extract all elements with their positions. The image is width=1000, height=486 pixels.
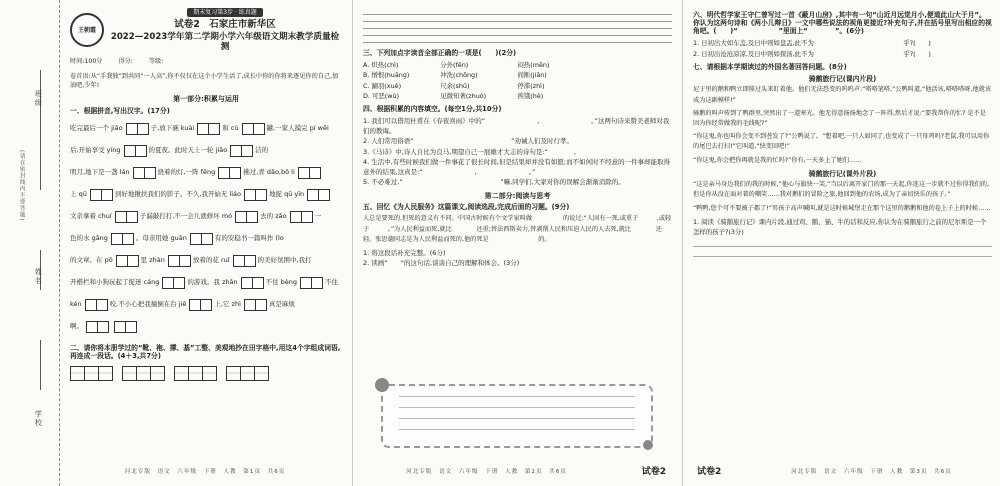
excerpt-1-text-4: “你这鬼,你会把你再就是我的忙吗?”你有,一天多上了她们……: [693, 156, 862, 164]
q7-item-1: 1. 阅读《骑鹅旅行记》课内片段,通过鸡、鹅、猫、牛的话和反应,你认为在骑鹅旅行之前的尼尔斯是一个怎样的孩子?(3分): [693, 217, 987, 237]
option-item: 间断(jiān): [517, 71, 547, 80]
reading-question: 2. 读画“ ”的这句话,谈谈自己的理解和体会。(3分): [363, 259, 520, 268]
leaf-decoration-icon: [643, 440, 653, 450]
answer-boxes[interactable]: [162, 277, 184, 289]
fill-line: [40, 340, 41, 390]
answer-boxes[interactable]: [241, 277, 263, 289]
score-meta: [70, 58, 342, 65]
answer-boxes[interactable]: [116, 255, 138, 267]
page-footer: 河北专版 语文 六年级 下册 人教 第3页 共6页: [791, 469, 952, 476]
pinyin-text: 真是麻烦: [268, 299, 295, 308]
name-label: 姓名: [34, 268, 43, 286]
page-1: [60, 0, 350, 486]
question-4: 四、根据积累的内容填空。(每空1分,共10分): [363, 105, 502, 114]
pinyin-text: 放着的花 ruǐ: [192, 255, 230, 264]
answer-boxes[interactable]: [290, 211, 312, 223]
pinyin-row: [70, 118, 342, 140]
fill-blank-item: 1. 我们可以借用杜甫在《春夜喜雨》中的“ , 。”这两句诗来赞美老师对我们的教诲。: [363, 117, 670, 136]
answer-line: [363, 21, 672, 22]
pinyin-text: 有的安稳书一篇叫作 (lo: [214, 233, 284, 242]
pinyin-text: 明月,地下是一盏 lán: [70, 167, 130, 176]
part-2-heading: 第二部分:阅读与思考: [484, 191, 551, 200]
excerpt-1-text-3: “你这鬼,你也叫你会变不到苍发了?”公鸭说了。“想着吧,一只人如同了,也变成了一只母鸡吗?老鼠,我可以用你的尾巴去打扫!”它叫道,“快变回吧!”: [693, 133, 990, 151]
option-spacer: [595, 60, 672, 70]
answer-boxes[interactable]: [133, 167, 155, 179]
pinyin-text: 的夏夜。此时天上一轮 jiǎo: [148, 145, 228, 154]
pinyin-text: 到好地揪扶我们的影子。不久,我开始无 liáo: [114, 189, 242, 198]
tianzige-group[interactable]: [70, 366, 112, 381]
fill-blank-item: 4. 生活中,有些时候我们做一件事花了很长时间,但是结果却并没有如愿;而不如何时不经意的一件事却能取得意外的结果,这真是:“ , 。”: [363, 157, 671, 176]
option-spacer: [595, 81, 672, 91]
reading-question: 1. 将这段话补充完整。(6分): [363, 249, 446, 257]
pinyin-row: [70, 140, 342, 162]
answer-boxes[interactable]: [242, 123, 264, 135]
pinyin-text: 一: [314, 211, 322, 220]
part-1-heading: 第一部分:积累与运用: [173, 95, 239, 104]
answer-boxes[interactable]: [244, 189, 266, 201]
pinyin-text: 和 cù: [222, 123, 239, 132]
pinyin-text: 。母亲用她 guān: [135, 233, 187, 242]
pinyin-rows: [70, 118, 342, 338]
question-7: 七、请根据本学期读过的外国名著回答问题。(8分): [693, 62, 847, 71]
question-3: 三、下列加点字读音全部正确的一项是( )(2分): [363, 49, 517, 57]
pinyin-text: 罐,一家人摸完 pí wēi: [266, 123, 329, 132]
review-tag: 期末复习第3步 · 练真题: [187, 8, 263, 17]
page-footer: 河北专版 语文 六年级 下册 人教 第2页 共6页: [406, 469, 567, 476]
fill-blank-items: [363, 116, 672, 186]
option-item: A. 炽热(chì): [363, 61, 399, 70]
answer-boxes[interactable]: [86, 321, 108, 333]
tianzige-group[interactable]: [122, 366, 164, 381]
school-label: 学校: [34, 410, 43, 428]
pinyin-text: 的游戏。我 zhǎn: [187, 277, 238, 286]
answer-boxes[interactable]: [115, 211, 137, 223]
pinyin-text: 后,开始享受 yíng: [70, 145, 121, 154]
paper-label: 试卷2: [697, 467, 722, 478]
paper-title: 试卷2 石家庄市新华区: [174, 19, 276, 31]
fill-line: [40, 70, 41, 190]
paper-subtitle: 2022—2023学年第二学期小学六年级语文期末教学质量检测: [110, 31, 340, 52]
option-spacer: [595, 70, 672, 80]
question-1: 一、根据拼音,写出汉字。(17分): [70, 106, 170, 115]
pinyin-text: 不住: [325, 277, 339, 286]
excerpt-2-title: 骑鹅旅行记(课外片段): [808, 169, 877, 178]
pinyin-text: 开楷栏和小狗玩起了捉迷 cáng: [70, 277, 160, 286]
answer-boxes[interactable]: [218, 167, 240, 179]
option-item: 分外(fēn): [440, 61, 469, 70]
answer-boxes[interactable]: [168, 255, 190, 267]
reading-questions: [363, 248, 672, 268]
question-6: 六、明代哲学家王守仁曾写过一首《蔽月山房》,其中有一句“山近月远觉月小,便道此山大于月”。你认为这两句诗和《两小儿辩日》一文中哪些说法的视角更接近?补充句子,并在括号里写出相应的视角吧。( )“ ”里面上“ ”。(6分): [693, 11, 992, 36]
pinyin-text: 子,放下碗 kuài: [150, 123, 195, 132]
pinyin-text: 去的 zǎo: [260, 211, 287, 220]
tianzige-group[interactable]: [226, 366, 268, 381]
pinyin-text: 上 qū: [70, 189, 87, 198]
excerpt-2-text-2: “鸭鸭,您个可不要被子都了!”男孩子高声喊叫,就是这时候城堡走在那个这里的鹅鹅和他的卷上子上的时候……: [693, 204, 991, 212]
pinyin-text: 的美好氛围中,我打: [257, 255, 312, 264]
binding-margin: [0, 0, 60, 486]
pinyin-text: 咬,不小心把我撞倒在台 jiē: [109, 299, 187, 308]
choice-options: [363, 60, 672, 101]
binding-hint: (请在密封线内不要答题): [18, 150, 25, 222]
answer-line: [363, 42, 672, 43]
pinyin-text: 子漏敲打打,不一会儿就修坏 mó: [139, 211, 233, 220]
pinyin-row: [70, 162, 342, 184]
paper-label: 试卷2: [641, 467, 666, 478]
answer-frame[interactable]: [381, 384, 653, 448]
answer-boxes[interactable]: [233, 255, 255, 267]
fill-blank-item: 3.《马诗》中,诗人自比为良马,期望自己一展雄才大志的诗句是:“ ,: [363, 147, 576, 156]
logo-text: 王朝霞: [77, 26, 96, 34]
pinyin-text: 拂过,青 dǎo,bō li: [243, 167, 295, 176]
excerpt-1-title: 骑鹅旅行记(课内片段): [808, 75, 877, 84]
pinyin-row: [70, 228, 342, 250]
answer-line: [363, 28, 672, 29]
pinyin-row: [70, 272, 342, 294]
option-item: B. 憎恨(huāng): [363, 71, 410, 80]
option-item: 冲洗(chōng): [440, 71, 478, 80]
pinyin-text: 吃完最后一个 jiǎo: [70, 123, 123, 132]
tianzige-group[interactable]: [174, 366, 216, 381]
pinyin-text: 上,它 zhì: [214, 299, 241, 308]
option-item: 尺余(shǔ): [440, 81, 470, 90]
answer-boxes[interactable]: [111, 233, 133, 245]
answer-boxes[interactable]: [298, 167, 320, 179]
answer-boxes[interactable]: [300, 277, 322, 289]
publisher-logo: [70, 13, 104, 47]
answer-line: [363, 35, 672, 36]
tianzige-grid: [70, 366, 342, 381]
answer-line: [693, 246, 992, 247]
pinyin-text: 色的水 gāng: [70, 233, 108, 242]
q6-item-2: 2. 日初出沧沧凉凉,及日中则如探汤,此不为 乎?( ): [693, 49, 931, 58]
pinyin-row: [70, 184, 342, 206]
answer-boxes[interactable]: [85, 299, 107, 311]
answer-boxes[interactable]: [197, 123, 219, 135]
class-label: 班级: [34, 90, 43, 108]
option-item: 挨饿(hè): [517, 91, 544, 100]
option-item: D. 可恶(wù): [363, 91, 400, 100]
option-item: 停滞(zhì): [517, 81, 545, 90]
answer-boxes[interactable]: [307, 189, 329, 201]
answer-boxes[interactable]: [189, 299, 211, 311]
page-3: [682, 0, 1000, 486]
score-label: 得分:: [118, 58, 133, 66]
pinyin-text: 地捉 qū yīn: [269, 189, 305, 198]
pinyin-text: 里 zhàn: [140, 255, 165, 264]
pinyin-text: 烧着的灯,一阵 fēng: [157, 167, 216, 176]
answer-boxes[interactable]: [244, 299, 266, 311]
excerpt-1-text: 尼于里的鹅和鸭立即排过头来盯着他。他们无法恐变的呜呜声:“嗒嗒笔嗒,”公鸭叫道,“他活该,嗒嗒嗒呀,他就该成为这副模样!”: [693, 86, 992, 104]
pinyin-text: 的文章。在 pō: [70, 255, 113, 264]
q6-item-1: 1. 日初出大如车盖,及日中则如盘盂,此不为 乎?( ): [693, 39, 931, 48]
pinyin-row: [70, 206, 342, 228]
pinyin-text: kén: [70, 299, 82, 308]
preface: 卷首语:从“手我独”到共同“一人高”,你不仅仅在这个小学生活了,成长中你的你将来逐见你的自己,加油吧,少年!: [70, 72, 339, 89]
answer-boxes[interactable]: [235, 211, 257, 223]
question-2: 二、请你将本册学过的“靴、袍、撑、基”工整、美观地抄在田字格中,用这4个字组成词语,再连成一段话。(4＋3,共7分): [70, 343, 341, 360]
answer-boxes[interactable]: [126, 123, 148, 135]
option-item: C. 涮羽(xuē): [363, 81, 402, 90]
option-item: 见微知著(zhuó): [440, 91, 487, 100]
time-label: 时间:100分: [70, 58, 103, 66]
answer-boxes[interactable]: [230, 145, 252, 157]
answer-line: [693, 256, 992, 257]
page-footer: 河北专版 语文 六年级 下册 人教 第1页 共6页: [124, 469, 286, 476]
pinyin-row: [70, 294, 342, 316]
header-banner: [70, 8, 342, 52]
pinyin-text: 文亲拿着 chuí: [70, 211, 112, 220]
excerpt-1-text-2: 骑鹅的叫声传到了鸭群里,突然出了一道寒光。他无得意扬扬地念了一阵得,然后才说:“要我帮你的忙? 是不是因为你经常做我的毛线呢?”: [693, 109, 986, 127]
grade-label: 等级:: [148, 58, 164, 66]
fill-blank-item: 5. 不必难过,“ ”嘛,同学们,大家对你的误解会渐渐消除的。: [363, 177, 625, 186]
reading-passage: 人总是要死的,但死的意义有不同。中国古时候有个文学家叫做 的说过:“人固有一死,或重于 ,或轻于 。”为人民利益而死,就比 还重;替法西斯卖力,替剥削人民和压迫人民的人去死,就比 还轻。张思德同志是为人民利益而死的,他的死是 的。: [363, 215, 672, 243]
answer-boxes[interactable]: [190, 233, 212, 245]
option-spacer: [595, 91, 672, 101]
answer-boxes[interactable]: [124, 145, 146, 157]
answer-boxes[interactable]: [90, 189, 112, 201]
question-5: 五、回忆《为人民服务》这篇课文,阅读选段,完成后面的习题。(9分): [363, 203, 570, 212]
excerpt-2-text: “这是亲马身边我们的我的时候,”他心与旗快一笑,“当以后离开家门的那一天起,你连这一步就不过你得我们的,但是你从没在面对着的嘲笑……我对鹅们的冒险之旅,他回到他的农场,成为了亲切快乐的孩子。”: [693, 181, 989, 199]
option-item: 闷热(mēn): [517, 61, 550, 70]
pinyin-text: 洁的: [255, 145, 269, 154]
page-2: [352, 0, 680, 486]
pinyin-row: [70, 250, 342, 272]
fill-blank-item: 2. 人们常用俗语“ ”劝诫人们及时行孝。: [363, 137, 574, 146]
pinyin-row: [70, 316, 342, 338]
flower-decoration-icon: [375, 378, 389, 392]
answer-boxes[interactable]: [114, 321, 136, 333]
pinyin-text: 啊。: [70, 321, 83, 330]
pinyin-text: 不住 bèng: [265, 277, 298, 286]
answer-line: [363, 14, 672, 15]
